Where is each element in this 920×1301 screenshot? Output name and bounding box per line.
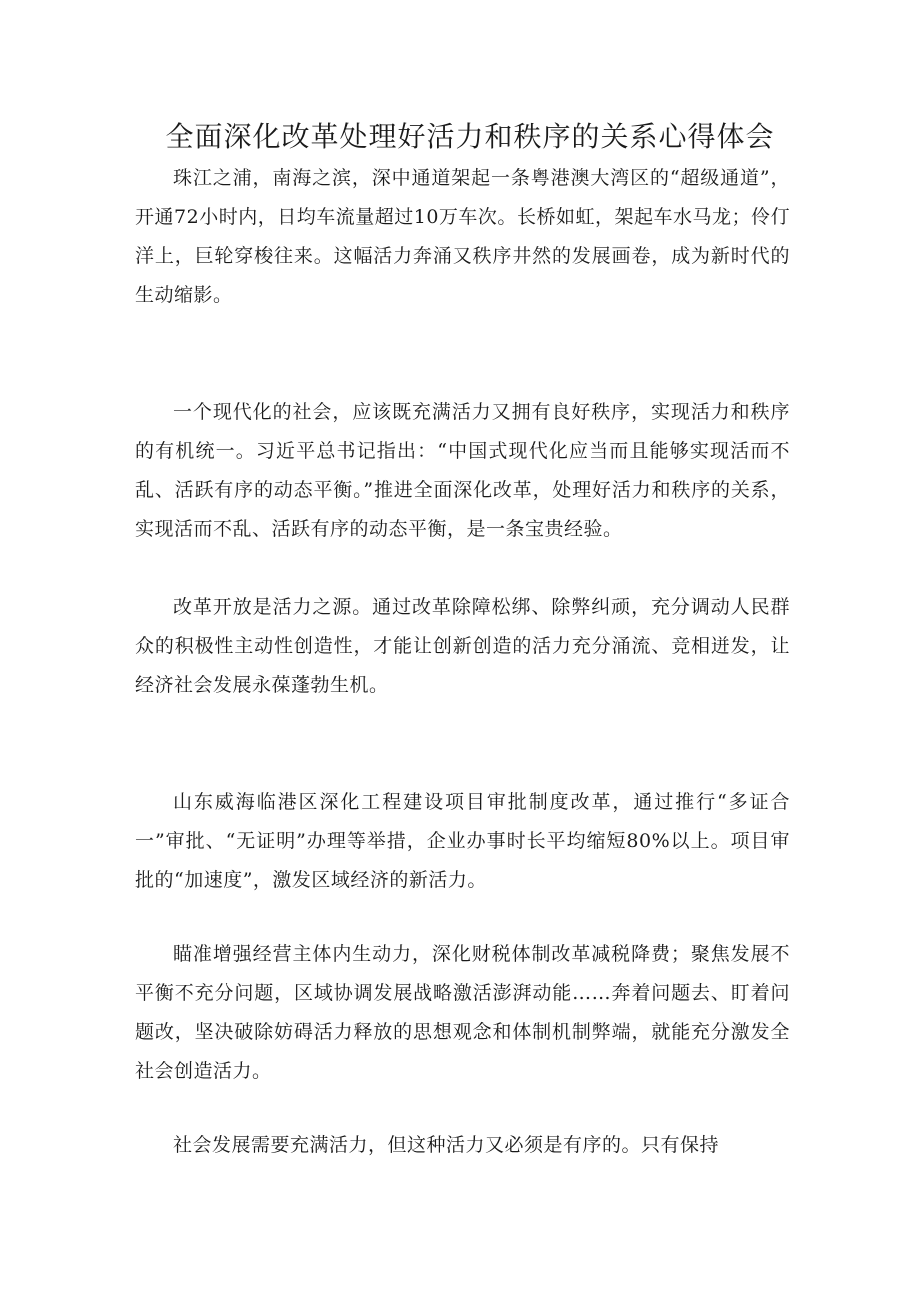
paragraph-orderly-vitality: 社会发展需要充满活力，但这种活力又必须是有序的。只有保持: [173, 1134, 720, 1156]
paragraph-reform-opening: 改革开放是活力之源。通过改革除障松绑、除弊纠顽，充分调动人民群众的积极性主动性创造性，才能让创新创造的活力充分涌流、竞相迸发，让经济社会发展永葆蓬勃生机。: [135, 596, 790, 696]
paragraph-weihai-reform: 山东威海临港区深化工程建设项目审批制度改革，通过推行“多证合一”审批、“无证明”办理等举措，企业办事时长平均缩短80%以上。项目审批的“加速度”，激发区域经济的新活力。: [135, 791, 790, 891]
paragraph-shenzhong-channel: 珠江之浦，南海之滨，深中通道架起一条粤港澳大湾区的“超级通道”，开通72小时内，日均车流量超过10万车次。长桥如虹，架起车水马龙；伶仃洋上，巨轮穿梭往来。这幅活力奔涌又秩序井然的发展画卷，成为新时代的生动缩影。: [135, 167, 790, 306]
document-title: 全面深化改革处理好活力和秩序的关系心得体会: [165, 120, 775, 153]
paragraph-business-vitality: 瞄准增强经营主体内生动力，深化财税体制改革减税降费；聚焦发展不平衡不充分问题，区域协调发展战略激活澎湃动能……奔着问题去、盯着问题改，坚决破除妨碍活力释放的思想观念和体制机制弊端，就能充分激发全社会创造活力。: [135, 943, 790, 1082]
paragraph-modern-society: 一个现代化的社会，应该既充满活力又拥有良好秩序，实现活力和秩序的有机统一。习近平总书记指出：“中国式现代化应当而且能够实现活而不乱、活跃有序的动态平衡。”推进全面深化改革，处理好活力和秩序的关系，实现活而不乱、活跃有序的动态平衡，是一条宝贵经验。: [135, 401, 790, 540]
